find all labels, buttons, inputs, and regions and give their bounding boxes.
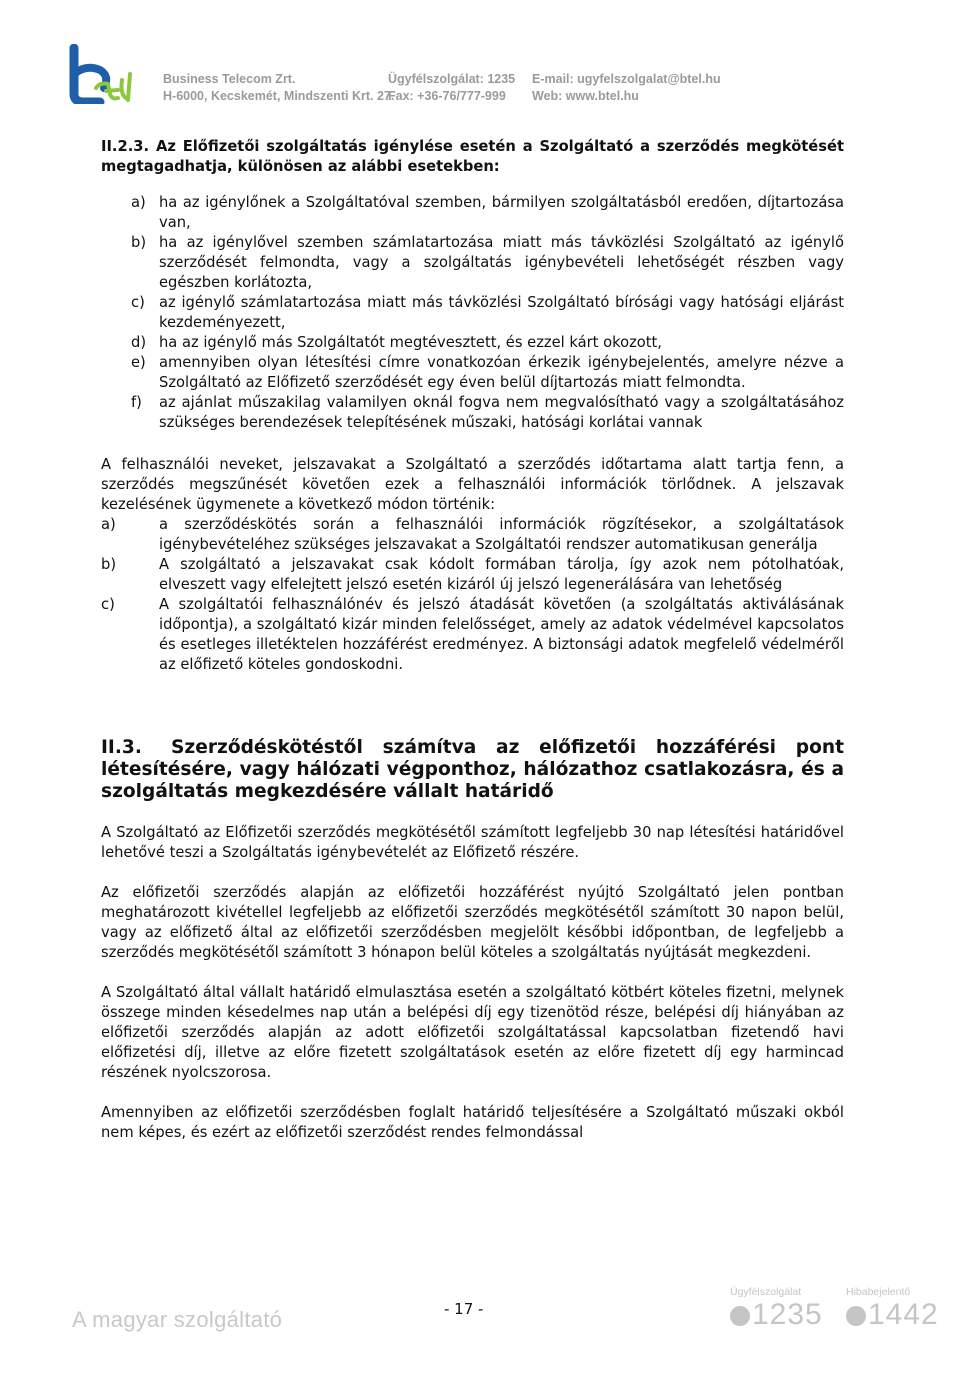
section-heading-text: Szerződéskötéstől számítva az előfizetői hozzáférési pont létesítésére, vagy hálózati végponthoz, hálózathoz csatlakozásra, és a szolgáltatás megkezdésére vállalt határidő bbox=[101, 737, 844, 802]
password-list bbox=[101, 515, 844, 675]
paragraph: Amennyiben az előfizetői szerződésben foglalt határidő teljesítésére a Szolgáltató műszaki okból nem képes, és ezért az előfizetői szerződést rendes felmondással bbox=[101, 1104, 844, 1141]
phone: Ügyfélszolgálat: 1235 bbox=[388, 72, 516, 86]
refusal-list bbox=[101, 193, 844, 433]
list-item: f) az ajánlat műszakilag valamilyen oknál fogva nem megvalósítható vagy a szolgáltatásához szükséges berendezések telepítésének műszaki, hatósági korlátai vannak bbox=[131, 394, 844, 431]
fax: Fax: +36-76/777-999 bbox=[388, 89, 506, 103]
phone-icon bbox=[730, 1306, 750, 1326]
customer-service-number: 1235 bbox=[752, 1298, 823, 1331]
footer-slogan: A magyar szolgáltató bbox=[72, 1307, 283, 1332]
company-name: Business Telecom Zrt. bbox=[163, 72, 296, 86]
section-heading bbox=[101, 737, 844, 803]
website: Web: www.btel.hu bbox=[532, 89, 639, 103]
phone-icon bbox=[846, 1306, 866, 1326]
list-item: b) A szolgáltató a jelszavakat csak kódolt formában tárolja, így azok nem pótolhatóak, elveszett vagy elfelejtett jelszó esetén kizáról új jelszó legenerálására van lehetőség bbox=[101, 556, 844, 593]
web-info bbox=[532, 71, 721, 105]
customer-service-label: Ügyfélszolgálat bbox=[730, 1286, 802, 1298]
paragraph: A Szolgáltató az Előfizetői szerződés megkötésétől számított legfeljebb 30 nap létesítési határidővel lehetővé teszi a Szolgáltatás igénybevételét az Előfizető részére. bbox=[101, 824, 844, 861]
list-item: c) A szolgáltatói felhasználónév és jelszó átadását követően (a szolgáltatás aktiválásának időpontja), a szolgáltató kizár minden felelősséget, amely az adatok védelmével kapcsolatos és esetleges illetéktelen hozzáférést eredményez. A biztonsági adatok megfelelő védelméről az előfizető köteles gondoskodni. bbox=[101, 596, 844, 673]
document-body bbox=[101, 137, 844, 1143]
list-item: c) az igénylő számlatartozása miatt más távközlési Szolgáltató bírósági vagy hatósági eljárást kezdeményezett, bbox=[131, 294, 844, 331]
paragraph: A Szolgáltató által vállalt határidő elmulasztása esetén a szolgáltató kötbért köteles fizetni, melynek összege minden késedelmes nap után a belépési díj egy tizenötöd része, belépési díj hiányában az előfizetői szerződés alapján az adott előfizetői szolgáltatással kapcsolatban fizetendő havi előfizetési díj, illetve az előre fizetett szolgáltatások esetén az előre fizetett díj egy harmincad részének nyolcszorosa. bbox=[101, 984, 844, 1081]
section-number: II.3. bbox=[101, 737, 142, 758]
email: E-mail: ugyfelszolgalat@btel.hu bbox=[532, 72, 721, 86]
letterhead bbox=[0, 0, 960, 110]
company-address: H-6000, Kecskemét, Mindszenti Krt. 27. bbox=[163, 89, 395, 103]
customer-service-block bbox=[730, 1286, 823, 1332]
btel-logo bbox=[66, 44, 142, 104]
company-info bbox=[163, 71, 394, 105]
fault-number: 1442 bbox=[868, 1298, 939, 1331]
section-title: II.2.3. Az Előfizetői szolgáltatás igénylése esetén a Szolgáltató a szerződés megkötését megtagadhatja, különösen az alábbi esetekben: bbox=[101, 138, 844, 175]
password-paragraph: A felhasználói neveket, jelszavakat a Szolgáltató a szerződés időtartama alatt tartja fenn, a szerződés megszűnését követően ezek a felhasználói információk törlődnek. A jelszavak kezelésének ügymenete a következő módon történik: bbox=[101, 456, 844, 513]
list-item: a) a szerződéskötés során a felhasználói információk rögzítésekor, a szolgáltatások igénybevételéhez szükséges jelszavakat a Szolgáltatói rendszer automatikusan generálja bbox=[101, 516, 844, 553]
list-item: b) ha az igénylővel szemben számlatartozása miatt más távközlési Szolgáltató az igénylő szerződését felmondta, vagy a szolgáltatás igénybevételi lehetőségét részben vagy egészben korlátozta, bbox=[131, 234, 844, 291]
list-item: a) ha az igénylőnek a Szolgáltatóval szemben, bármilyen szolgáltatásból eredően, díjtartozása van, bbox=[131, 194, 844, 231]
page-number: - 17 - bbox=[444, 1300, 484, 1318]
paragraph: Az előfizetői szerződés alapján az előfizetői hozzáférést nyújtó Szolgáltató jelen pontban meghatározott kivétellel legfeljebb az előfizetői szerződés megkötésétől számított 30 napon belül, vagy az előfizető által az előfizetői szerződésben megjelölt későbbi időpontban, de legfeljebb a szerződés megkötésétől számított 3 hónapon belül köteles a szolgáltatás nyújtását megkezdeni. bbox=[101, 884, 844, 961]
fault-report-block bbox=[846, 1286, 939, 1332]
list-item: d) ha az igénylő más Szolgáltatót megtévesztett, és ezzel kárt okozott, bbox=[131, 334, 662, 351]
fault-label: Hibabejelentő bbox=[846, 1286, 911, 1298]
phone-info bbox=[388, 71, 515, 105]
list-item: e) amennyiben olyan létesítési címre vonatkozóan érkezik igénybejelentés, amelyre nézve a Szolgáltató az Előfizető szerződését egy éven belül díjtartozás miatt felmondta. bbox=[131, 354, 844, 391]
